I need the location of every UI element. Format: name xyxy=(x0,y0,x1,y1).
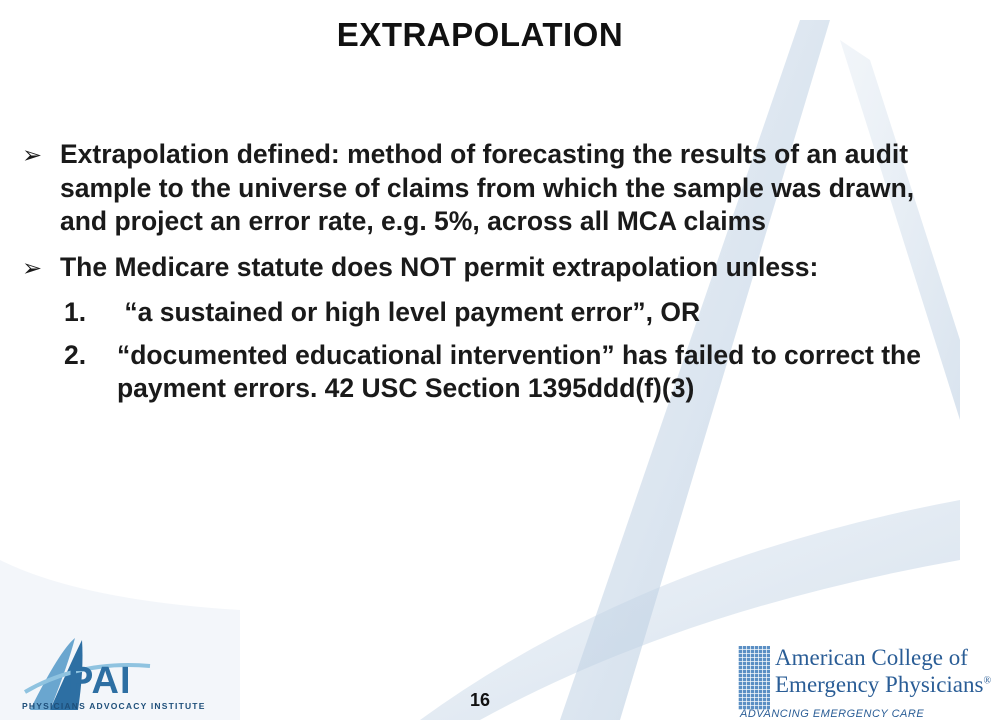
arrow-bullet-icon: ➢ xyxy=(22,141,43,169)
numbered-text: “documented educational intervention” has failed to correct the payment errors. 42 USC Section 1395ddd(f)(3) xyxy=(117,339,921,403)
acep-name-line1: American College of xyxy=(775,645,968,670)
acep-tagline: ADVANCING EMERGENCY CARE xyxy=(740,708,925,720)
slide-content xyxy=(22,138,922,415)
acep-grid-logo-icon xyxy=(738,646,770,710)
item-number: 1. xyxy=(64,297,87,327)
bullet-text: The Medicare statute does NOT permit extrapolation unless: xyxy=(60,251,819,282)
bullet-item xyxy=(22,251,922,285)
acep-name-line2-text: Emergency Physicians xyxy=(775,672,984,697)
bullet-text: Extrapolation defined: method of forecasting the results of an audit sample to the universe of claims from which the sample was drawn, and project an error rate, e.g. 5%, across all MCA claims xyxy=(60,139,915,236)
acep-name-line2 xyxy=(775,672,991,698)
slide-title: EXTRAPOLATION xyxy=(336,16,624,53)
pai-logo-subtitle: PHYSICIANS ADVOCACY INSTITUTE xyxy=(22,701,206,711)
arrow-bullet-icon: ➢ xyxy=(22,253,43,282)
bullet-item xyxy=(22,138,922,239)
item-number: 2. xyxy=(64,339,87,370)
pai-logo-letters: PAI xyxy=(68,660,132,702)
numbered-text: “a sustained or high level payment error”, OR xyxy=(117,297,701,327)
numbered-item xyxy=(22,339,922,406)
page-number: 16 xyxy=(469,690,491,710)
numbered-item xyxy=(22,296,922,330)
registered-mark: ® xyxy=(983,675,991,687)
